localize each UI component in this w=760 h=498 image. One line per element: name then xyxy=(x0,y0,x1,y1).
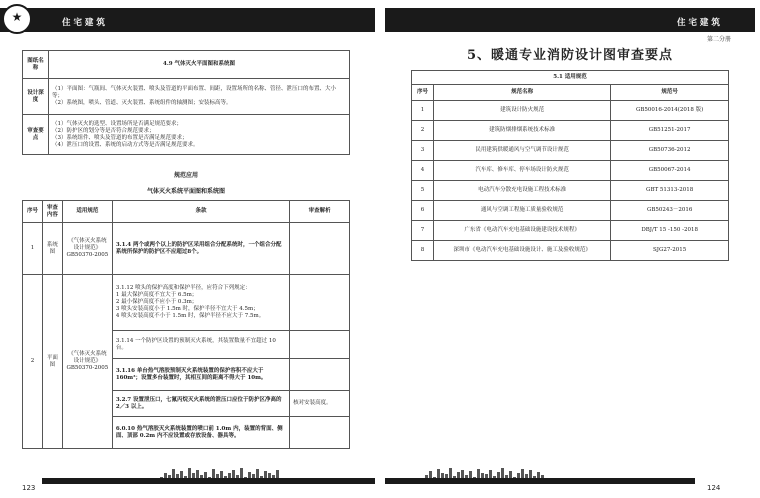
col-header-content: 审查内容 xyxy=(42,201,62,223)
std-row-name: 电动汽车分散充电设施工程技术标准 xyxy=(433,181,610,201)
left-header-title: 住 宅 建 筑 xyxy=(62,18,105,28)
left-footer-bar xyxy=(42,478,375,484)
std-row-no: 3 xyxy=(412,141,434,161)
std-row-name: 深圳市《电动汽车充电基础设施设计、施工及验收规范》 xyxy=(433,241,610,261)
col-header-code: 适用规范 xyxy=(62,201,112,223)
section-title: 规范应用 xyxy=(173,172,198,179)
row-1-no: 1 xyxy=(23,223,43,275)
std-row-code: GB50016-2014(2018 版) xyxy=(611,101,729,121)
row-2-analysis-empty-1 xyxy=(290,275,350,331)
right-page-number: 124 xyxy=(707,484,721,492)
standards-table xyxy=(411,70,729,261)
left-header-bar xyxy=(0,8,375,32)
row-1-analysis xyxy=(290,223,350,275)
std-row-no: 2 xyxy=(412,121,434,141)
logo-emblem-icon: ★ xyxy=(2,4,32,34)
std-header-name: 规范名称 xyxy=(433,85,610,101)
std-row-no: 8 xyxy=(412,241,434,261)
right-page xyxy=(385,0,760,498)
std-row-name: 通风与空调工程施工质量验收规范 xyxy=(433,201,610,221)
intro-design-depth: （1）平面图：气瓶间、气体灭火装置、喷头及管道的平面布置、间距，设置场所的名称、管径、泄压口的布置、大小等； （2）系统图，喷头、管道、灭火装置、系统组件的轴测图；安装标高等。 xyxy=(49,79,350,115)
row-2-clause-3: 3.1.16 单台热气溶胶预制灭火系统装置的保护容积不应大于 160m³；设置多台装置时，其相互间的距离不得大于 10m。 xyxy=(112,359,289,391)
intro-drawing-name: 4.9 气体灭火平面图和系统图 xyxy=(49,51,350,79)
row-2-clause-5: 6.0.10 热气溶胶灭火系统装置的喷口前 1.0m 内，装置的背面、侧面、顶部 0.2m 内不应设置或存放设备、器具等。 xyxy=(112,417,289,449)
main-title: 5、暖通专业消防设计图审查要点 xyxy=(466,48,674,63)
std-header-code: 规范号 xyxy=(611,85,729,101)
std-row-code: GBT 51313-2018 xyxy=(611,181,729,201)
right-header-sub: 第二分册 xyxy=(707,36,732,43)
row-2-no: 2 xyxy=(23,275,43,449)
std-row-no: 1 xyxy=(412,101,434,121)
col-header-clause: 条款 xyxy=(112,201,289,223)
std-row-code: GB50243－2016 xyxy=(611,201,729,221)
intro-review-points: （1）气体灭火的选型、设置场所是否满足规范要求； （2）防护区的划分等是否符合规范要求； （3）系统组件、喷头及管道的布置是否满足规范要求； （4）泄压口的设置、系统的启动方式等是否满足规范要求。 xyxy=(49,115,350,155)
right-header-bar xyxy=(385,8,755,32)
intro-label-review: 审查要点 xyxy=(23,115,49,155)
std-row-name: 建筑设计防火规范 xyxy=(433,101,610,121)
row-2-content: 平面图 xyxy=(42,275,62,449)
intro-label-depth: 设计深度 xyxy=(23,79,49,115)
clause-table xyxy=(22,200,350,449)
std-row-code: SJG27-2015 xyxy=(611,241,729,261)
left-page xyxy=(0,0,375,498)
std-row-code: DBJ/T 15 -150 -2018 xyxy=(611,221,729,241)
std-row-no: 6 xyxy=(412,201,434,221)
std-row-name: 广东省《电动汽车充电基础设施建设技术规程》 xyxy=(433,221,610,241)
std-row-name: 建筑防烟排烟系统技术标准 xyxy=(433,121,610,141)
col-header-analysis: 审查解析 xyxy=(290,201,350,223)
std-header-no: 序号 xyxy=(412,85,434,101)
std-row-name: 汽车库、修车库、停车场设计防火规范 xyxy=(433,161,610,181)
right-header-title: 住 宅 建 筑 xyxy=(677,18,720,28)
std-row-code: GB50736-2012 xyxy=(611,141,729,161)
intro-table xyxy=(22,50,350,155)
table-title: 气体灭火系统平面图和系统图 xyxy=(146,188,225,195)
row-2-clause-1: 3.1.12 喷头的保护高度和保护半径，应符合下列规定： 1 最大保护高度不宜大于 6.5m； 2 最小保护高度不应小于 0.3m； 3 喷头安装高度小于 1.5m 时，保护半径不宜大于 4.5m； 4 喷头安装高度不小于 1.5m 时，保护半径不应大于 7.5m。 xyxy=(112,275,289,331)
right-footer-bar xyxy=(385,478,695,484)
row-2-analysis-empty-2 xyxy=(290,331,350,359)
std-row-name: 民用建筑供暖通风与空气调节设计规范 xyxy=(433,141,610,161)
row-1-content: 系统图 xyxy=(42,223,62,275)
std-row-no: 7 xyxy=(412,221,434,241)
row-1-clause: 3.1.4 两个或两个以上的防护区采用组合分配系统时，一个组合分配系统所保护的防护区不应超过8个。 xyxy=(112,223,289,275)
std-row-code: GB51251-2017 xyxy=(611,121,729,141)
row-2-analysis-empty-5 xyxy=(290,417,350,449)
col-header-no: 序号 xyxy=(23,201,43,223)
row-1-code: 《气体灭火系统设计规范》GB50370-2005 xyxy=(62,223,112,275)
std-row-no: 5 xyxy=(412,181,434,201)
intro-label-drawing: 图纸名称 xyxy=(23,51,49,79)
row-2-code: 《气体灭火系统设计规范》GB50370-2005 xyxy=(62,275,112,449)
std-row-no: 4 xyxy=(412,161,434,181)
row-2-analysis-empty-3 xyxy=(290,359,350,391)
row-2-clause-4: 3.2.7 设置泄压口，七氟丙烷灭火系统的泄压口应位于防护区净高的 2／3 以上。 xyxy=(112,391,289,417)
left-page-number: 123 xyxy=(22,484,36,492)
standards-table-title: 5.1 适用规范 xyxy=(412,71,729,85)
row-2-clause-2: 3.1.14 一个防护区设置的预制灭火系统，其装置数量不宜超过 10 台。 xyxy=(112,331,289,359)
row-2-analysis: 核对安装高度。 xyxy=(290,391,350,417)
std-row-code: GB50067-2014 xyxy=(611,161,729,181)
